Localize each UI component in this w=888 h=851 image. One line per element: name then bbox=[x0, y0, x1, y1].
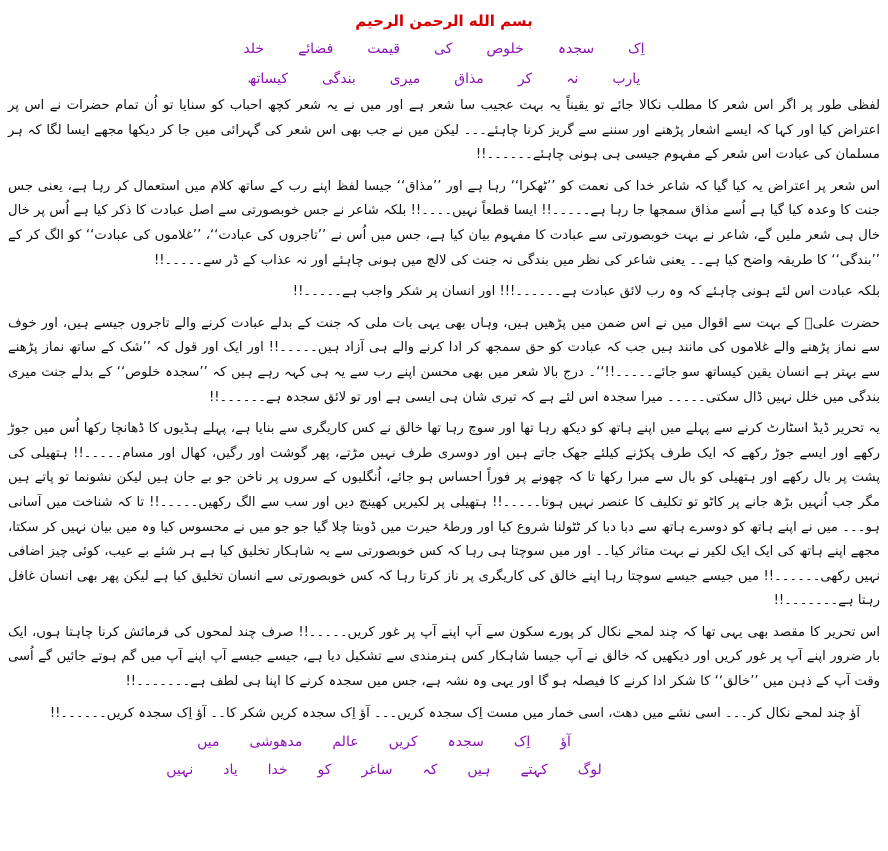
couplet-word: نہ bbox=[566, 71, 579, 87]
couplet-word: کہتے bbox=[520, 761, 548, 778]
couplet-word: کریں bbox=[388, 733, 418, 750]
couplet-word: فضائے bbox=[298, 41, 334, 57]
couplet-word: عالم bbox=[332, 733, 359, 750]
closing-line: آؤ چند لمحے نکال کر۔۔۔ اسی نشے میں دھت، اسی خمار میں مست اِک سجدہ کریں۔۔۔ آؤ اِک سجدہ کریں شکر کا۔۔ آؤ اِک سجدہ کریں۔۔۔۔۔۔!! bbox=[49, 705, 860, 721]
couplet-word: آؤ bbox=[560, 733, 571, 750]
couplet-word: قیمت bbox=[367, 41, 401, 57]
couplet-word: بندگی bbox=[321, 71, 356, 87]
couplet-word: خلوص bbox=[486, 41, 524, 57]
opening-couplet bbox=[6, 34, 882, 94]
couplet-word: میں bbox=[197, 733, 220, 750]
couplet-word: کر bbox=[517, 71, 533, 87]
couplet-word: کہ bbox=[422, 761, 438, 778]
couplet-line-1 bbox=[6, 728, 882, 756]
couplet-word: کو bbox=[317, 761, 332, 778]
paragraph: یہ تحریر ڈیڈ اسٹارٹ کرنے سے پہلے میں اپنے ہاتھ کو دیکھ رہا تھا اور سوچ رہا تھا خالق نے کس کاریگری سے بنایا ہے، پہلے ہڈیوں کا ڈھانچا رکھا اُس میں جوڑ رکھے اور ایسے جوڑ رکھے کہ ایک طرف پکڑنے کیلئے جھک جاتے ہیں اور دوسری طرف نہیں مڑتے، پھر گوشت اور رگیں، کھال اور مسام۔۔۔۔۔!! ہتھیلی کی پشت پر بال رکھے اور ہتھیلی کو بال سے مبرا رکھا تا کہ چھونے پر فوراً احساس ہو جائے، اُنگلیوں کے سروں پر ناخن جو بے جان ہیں لیکن نشونما تو پاتے ہیں مگر جب اُنہیں بڑھ جانے پر کاٹو تو تکلیف کا عنصر نہیں ہوتا۔۔۔۔۔!! ہتھیلی پر لکیریں کھینچ دیں اور سب سے الگ رکھیں۔۔۔۔۔!! تا کہ شناخت میں آسانی ہو۔۔۔ میں نے اپنے ہاتھ کو دوسرے ہاتھ سے دبا دبا کر ٹٹولنا شروع کیا اور ورطۂ حیرت میں ڈوبتا چلا گیا جو جو میں نے محسوس کیا وہ میں بیان نہیں کر سکتا، مجھے اپنے ہاتھ کی ایک ایک لکیر نے بہت متاثر کیا۔۔ اور میں سوچتا ہی رہا کہ کس خوبصورتی سے یہ شاہکار تخلیق کیا ہے ہر شئے بے عیب، کوئی چیز اضافی نہیں رکھی۔۔۔۔۔۔!! میں جیسے جیسے سوچتا رہا اپنے خالق کی کاریگری پر ناز کرتا رہا کہ کس خوبصورتی سے انسان تخلیق کیا ہے لیکن پھر بھی انسان غافل رہتا ہے۔۔۔۔۔۔۔!! bbox=[8, 421, 880, 609]
couplet-word: سجدہ bbox=[557, 41, 595, 57]
couplet-line-2 bbox=[6, 756, 882, 784]
paragraph: حضرت علیؓ کے بہت سے اقوال میں نے اس ضمن میں پڑھیں ہیں، وہاں بھی یہی بات ملی کہ جنت کے بدلے عبادت کرنے والے تاجروں جیسے ہیں، اور خوف سے نماز پڑھنے والے غلاموں کی مانند ہیں جب کہ عبادت کو حق سمجھ کر ادا کرنے والے ہی آزاد ہیں۔۔۔۔۔!! اور ایک اور قول کہ ’’شک کے ساتھ نماز پڑھنے سے بہتر ہے انسان یقین کیساتھ سو جائے۔۔۔۔۔!!‘‘۔ درج بالا شعر میں بھی محسن اپنے رب سے یہ ہی کہہ رہے ہیں کہ ’’سجدہ خلوص‘‘ کے بدلے جنت میری بندگی میں خلل نہیں ڈال سکتی۔۔۔۔۔ میرا سجدہ اس لئے ہے کہ تیری شان ہی ایسی ہے اور تو لائق سجدہ ہے۔۔۔۔۔۔!! bbox=[8, 315, 880, 405]
couplet-word: مدھوشی bbox=[249, 733, 303, 750]
couplet-word: ساغر bbox=[361, 761, 393, 778]
couplet-line-2 bbox=[6, 64, 882, 94]
couplet-line-1 bbox=[6, 34, 882, 64]
couplet-word: اِک bbox=[513, 733, 531, 750]
article-body bbox=[6, 94, 882, 695]
paragraph: اس شعر پر اعتراض یہ کیا گیا کہ شاعر خدا کی نعمت کو ’’ٹھکرا‘‘ رہا ہے اور ’’مذاق‘‘ جیسا لفظ اپنے رب کے ساتھ کلام میں استعمال کر رہا ہے، یعنی جس جنت کا وعدہ کیا گیا ہے اُسے مذاق سمجھا جا رہا ہے۔۔۔۔۔!! ایسا قطعاً نہیں۔۔۔۔!! بلکہ شاعر نے جس خوبصورتی سے اصل عبادت کا ذکر کیا ہے اُس پر خال خال ہی شعر ملیں گے، شاعر نے بہت خوبصورتی سے عبادت کا مفہوم بیان کیا ہے، جس میں اُس نے ’’تاجروں کی عبادت‘‘، ’’غلاموں کی عبادت‘‘ کو الگ کر کے ’’بندگی‘‘ کا طریقہ واضح کیا ہے۔۔ یعنی شاعر کی نظر میں بندگی نہ جنت کی لالچ میں ہونی چاہئے اور نہ عذاب کے ڈر سے۔۔۔۔۔!! bbox=[8, 178, 880, 268]
couplet-word: میری bbox=[389, 71, 421, 87]
couplet-word: یاد bbox=[223, 761, 238, 778]
couplet-word: نہیں bbox=[166, 761, 194, 778]
couplet-word: یارب bbox=[612, 71, 641, 87]
paragraph: اس تحریر کا مقصد بھی یہی تھا کہ چند لمحے نکال کر پورے سکون سے آپ اپنے آپ پر غور کریں۔۔۔۔۔!! صرف چند لمحوں کی فرمائش کرنا چاہتا ہوں، ایک بار ضرور اپنے آپ پر غور کریں اور دیکھیں کہ خالق نے آپ جیسا شاہکار کس ہنرمندی سے تشکیل دیا ہے، جیسے جیسے آپ اپنے آپ میں گم ہوتے جائیں گے اُسی وقت آپ کے ذہن میں ’’خالق‘‘ کا شکر ادا کرنے کا فیصلہ ہو گا اور یہی وہ نشہ ہے، جس میں سجدہ کرنے کا اپنا ہی لطف ہے۔۔۔۔۔۔۔!! bbox=[8, 624, 880, 690]
couplet-word: کی bbox=[434, 41, 453, 57]
closing-couplet bbox=[6, 728, 882, 784]
paragraph: بلکہ عبادت اس لئے ہونی چاہئے کہ وہ رب لائق عبادت ہے۔۔۔۔۔۔!!! اور انسان پر شکر واجب ہے۔۔۔۔۔!! bbox=[292, 284, 880, 300]
couplet-word: اِک bbox=[628, 41, 645, 57]
bismillah-heading: بسم الله الرحمن الرحیم bbox=[355, 12, 533, 30]
paragraph: لفظی طور پر اگر اس شعر کا مطلب نکالا جائے تو یقیناً یہ بہت عجیب سا شعر ہے اور میں نے یہ شعر کچھ احباب کو سنایا تو اُن تمام حضرات نے اس پر اعتراض کیا اور کہا کہ ایسے اشعار پڑھنے اور سننے سے گریز کرنا چاہئے۔۔۔ لیکن میں نے جب بھی اس شعر کی گہرائی میں جا کر دیکھا مجھے ایسا لگا کہ ہر مسلمان کی عبادت اس شعر کے مفہوم جیسی ہی ہونی چاہئے۔۔۔۔۔۔!! bbox=[8, 98, 880, 163]
couplet-word: خلد bbox=[243, 41, 265, 57]
couplet-word: خدا bbox=[267, 761, 288, 778]
couplet-word: کیساتھ bbox=[247, 71, 288, 87]
couplet-word: لوگ bbox=[577, 761, 602, 778]
couplet-word: سجدہ bbox=[447, 733, 484, 750]
couplet-word: مذاق bbox=[454, 71, 484, 87]
couplet-word: ہیں bbox=[467, 761, 491, 778]
